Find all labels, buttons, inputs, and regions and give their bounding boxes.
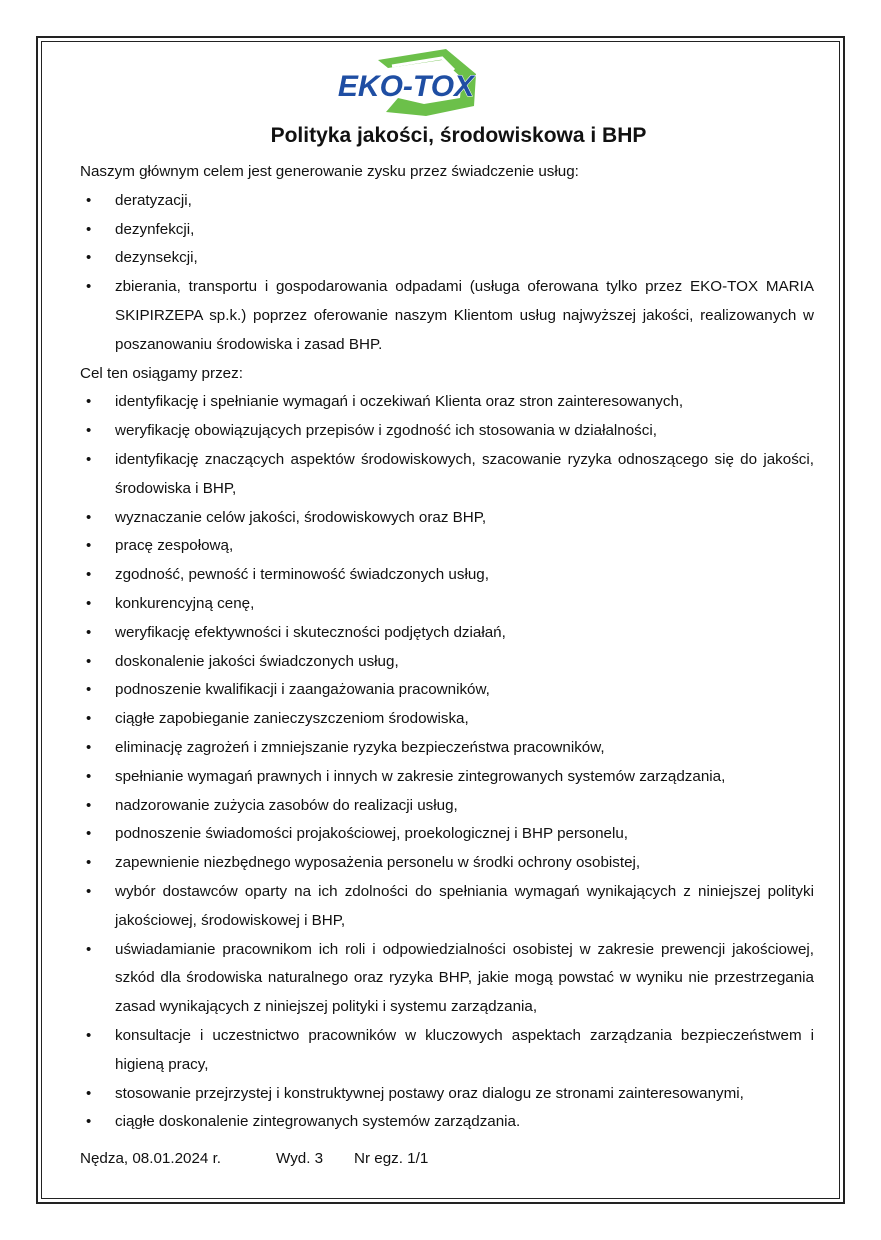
list-item: • identyfikację i spełnianie wymagań i oczekiwań Klienta oraz stron zainteresowanych, [80, 388, 814, 417]
list-item: • uświadamianie pracownikom ich roli i odpowiedzialności osobistej w zakresie prewencji jakościowej, szkód dla środowiska naturalnego oraz ryzyka BHP, jakie mogą powstać w wyniku nie przestrzegania zasad wynikających z niniejszej polityki i systemu zarządzania, [80, 936, 814, 1022]
page-title: Polityka jakości, środowiskowa i BHP [270, 124, 647, 147]
goal-intro-text: Cel ten osiągamy przez: [80, 364, 243, 382]
list-item: • zbierania, transportu i gospodarowania odpadami (usługa oferowana tylko przez EKO-TOX MARIA SKIPIRZEPA sp.k.) poprzez oferowanie naszym Klientom usług najwyższej jakości, realizowanych w poszanowaniu środowiska i zasad BHP. [80, 273, 814, 359]
list-item: • ciągłe doskonalenie zintegrowanych systemów zarządzania. [80, 1108, 814, 1137]
means-list [80, 388, 814, 1137]
list-item: • deratyzacji, [80, 187, 814, 216]
list-item: • weryfikację obowiązujących przepisów i zgodność ich stosowania w działalności, [80, 417, 814, 446]
services-list [80, 187, 814, 360]
list-item: • doskonalenie jakości świadczonych usług, [80, 648, 814, 677]
list-item: • konkurencyjną cenę, [80, 590, 814, 619]
list-item: • dezynfekcji, [80, 216, 814, 245]
policy-body [80, 158, 814, 1137]
list-item: • zgodność, pewność i terminowość świadczonych usług, [80, 561, 814, 590]
document-footer [80, 1150, 428, 1167]
list-item: • weryfikację efektywności i skuteczności podjętych działań, [80, 619, 814, 648]
list-item: • dezynsekcji, [80, 244, 814, 273]
list-item: • pracę zespołową, [80, 532, 814, 561]
place-date: Nędza, 08.01.2024 r. [80, 1150, 222, 1167]
list-item: • wybór dostawców oparty na ich zdolności do spełniania wymagań wynikających z niniejszej polityki jakościowej, środowiskowej i BHP, [80, 878, 814, 936]
eko-tox-logo [326, 46, 486, 118]
list-item: • konsultacje i uczestnictwo pracowników w kluczowych aspektach zarządzania bezpieczeństwem i higieną pracy, [80, 1022, 814, 1080]
list-item: • eliminację zagrożeń i zmniejszanie ryzyka bezpieczeństwa pracowników, [80, 734, 814, 763]
intro-text: Naszym głównym celem jest generowanie zysku przez świadczenie usług: [80, 163, 579, 180]
list-item: • nadzorowanie zużycia zasobów do realizacji usług, [80, 792, 814, 821]
list-item: • spełnianie wymagań prawnych i innych w zakresie zintegrowanych systemów zarządzania, [80, 763, 814, 792]
list-item: • podnoszenie kwalifikacji i zaangażowania pracowników, [80, 676, 814, 705]
list-item: • identyfikację znaczących aspektów środowiskowych, szacowanie ryzyka odnoszącego się do jakości, środowiska i BHP, [80, 446, 814, 504]
list-item: • stosowanie przejrzystej i konstruktywnej postawy oraz dialogu ze stronami zainteresowanymi, [80, 1080, 814, 1109]
list-item: • wyznaczanie celów jakości, środowiskowych oraz BHP, [80, 504, 814, 533]
edition-number: Wyd. 3 [276, 1150, 324, 1167]
copy-number: Nr egz. 1/1 [354, 1150, 429, 1167]
list-item: • podnoszenie świadomości projakościowej, proekologicznej i BHP personelu, [80, 820, 814, 849]
logo-text: EKO-TOX [337, 70, 475, 103]
list-item: • ciągłe zapobieganie zanieczyszczeniom środowiska, [80, 705, 814, 734]
list-item: • zapewnienie niezbędnego wyposażenia personelu w środki ochrony osobistej, [80, 849, 814, 878]
